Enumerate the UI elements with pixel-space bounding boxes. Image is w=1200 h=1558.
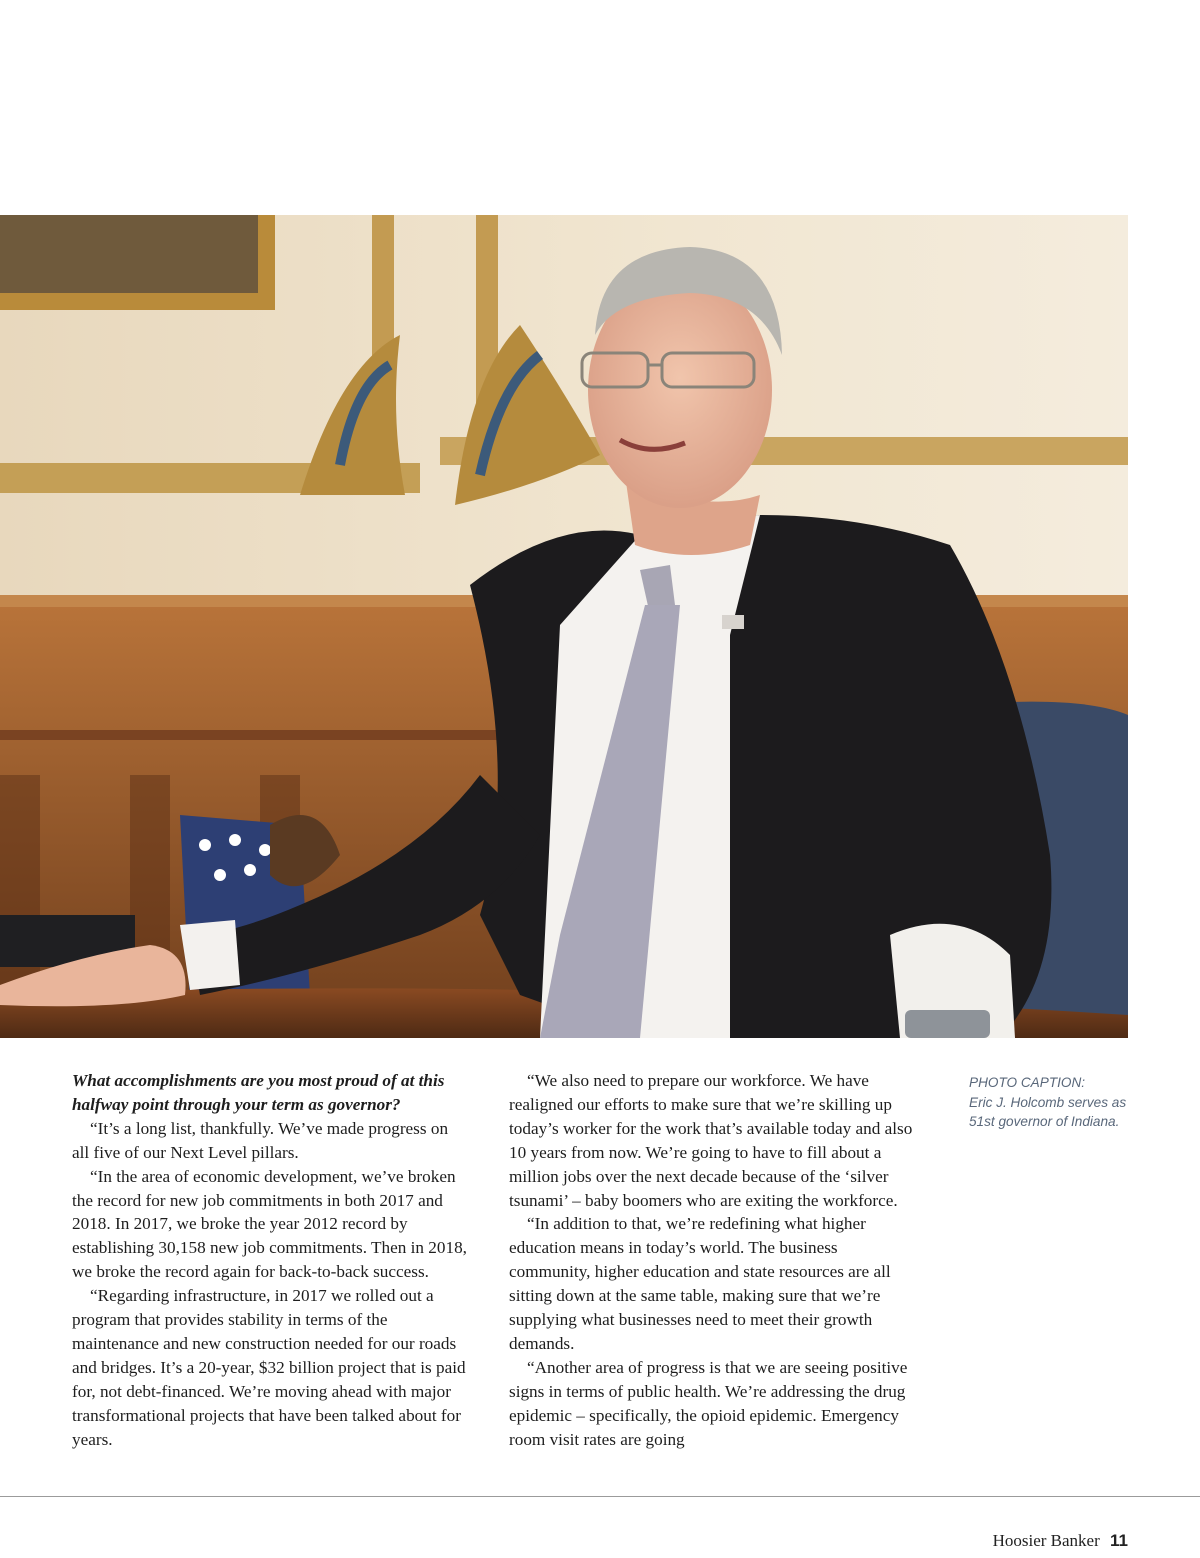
governor-photo: [0, 215, 1128, 1038]
article-paragraph: “In the area of economic development, we’ve broken the record for new job commitments in both 2017 and 2018. In 2017, we broke the year 2012 record by establishing 30,158 new job commitments. Then in 2018, we broke the record again for back-to-back success.: [72, 1166, 467, 1282]
photo-caption: [969, 1073, 1144, 1132]
photo-caption-label: PHOTO CAPTION:: [969, 1075, 1086, 1090]
article-paragraph: “Another area of progress is that we are seeing positive signs in terms of public health. We’re addressing the drug epidemic – specifically, the opioid epidemic. Emergency room visit rates are going: [509, 1357, 908, 1449]
article-column-1: [72, 1069, 468, 1452]
article-paragraph: “It’s a long list, thankfully. We’ve made progress on all five of our Next Level pillars.: [72, 1118, 449, 1162]
photo-caption-line-1: Eric J. Holcomb serves as: [969, 1094, 1127, 1110]
article-paragraph: “We also need to prepare our workforce. We have realigned our efforts to make sure that we’re skilling up today’s worker for the work that’s available today and also 10 years from now. We’re going to have to fill about a million jobs over the next decade because of the ‘silver tsunami’ – baby boomers who are exiting the workforce.: [509, 1071, 913, 1210]
article-paragraph: “Regarding infrastructure, in 2017 we rolled out a program that provides stability in terms of the maintenance and new construction needed for our roads and bridges. It’s a 20-year, $32 billion project that is paid for, not debt-financed. We’re moving ahead with major transformational projects that have been talked about for years.: [72, 1286, 466, 1449]
article-paragraph: “In addition to that, we’re redefining what higher education means in today’s world. The business community, higher education and state resources are all sitting down at the same table, making sure that we’re supplying what businesses need to meet their growth demands.: [509, 1214, 891, 1353]
publication-name: Hoosier Banker: [992, 1531, 1100, 1550]
footer-divider: [0, 1496, 1200, 1497]
photo-caption-line-2: 51st governor of Indiana.: [969, 1114, 1120, 1129]
page-number: 11: [1110, 1531, 1128, 1550]
page-footer: [993, 1531, 1128, 1551]
article-column-2: [509, 1069, 914, 1452]
governor-photo-illustration: [0, 215, 1128, 1038]
interview-question: What accomplishments are you most proud of at this halfway point through your term as governor?: [72, 1071, 445, 1114]
